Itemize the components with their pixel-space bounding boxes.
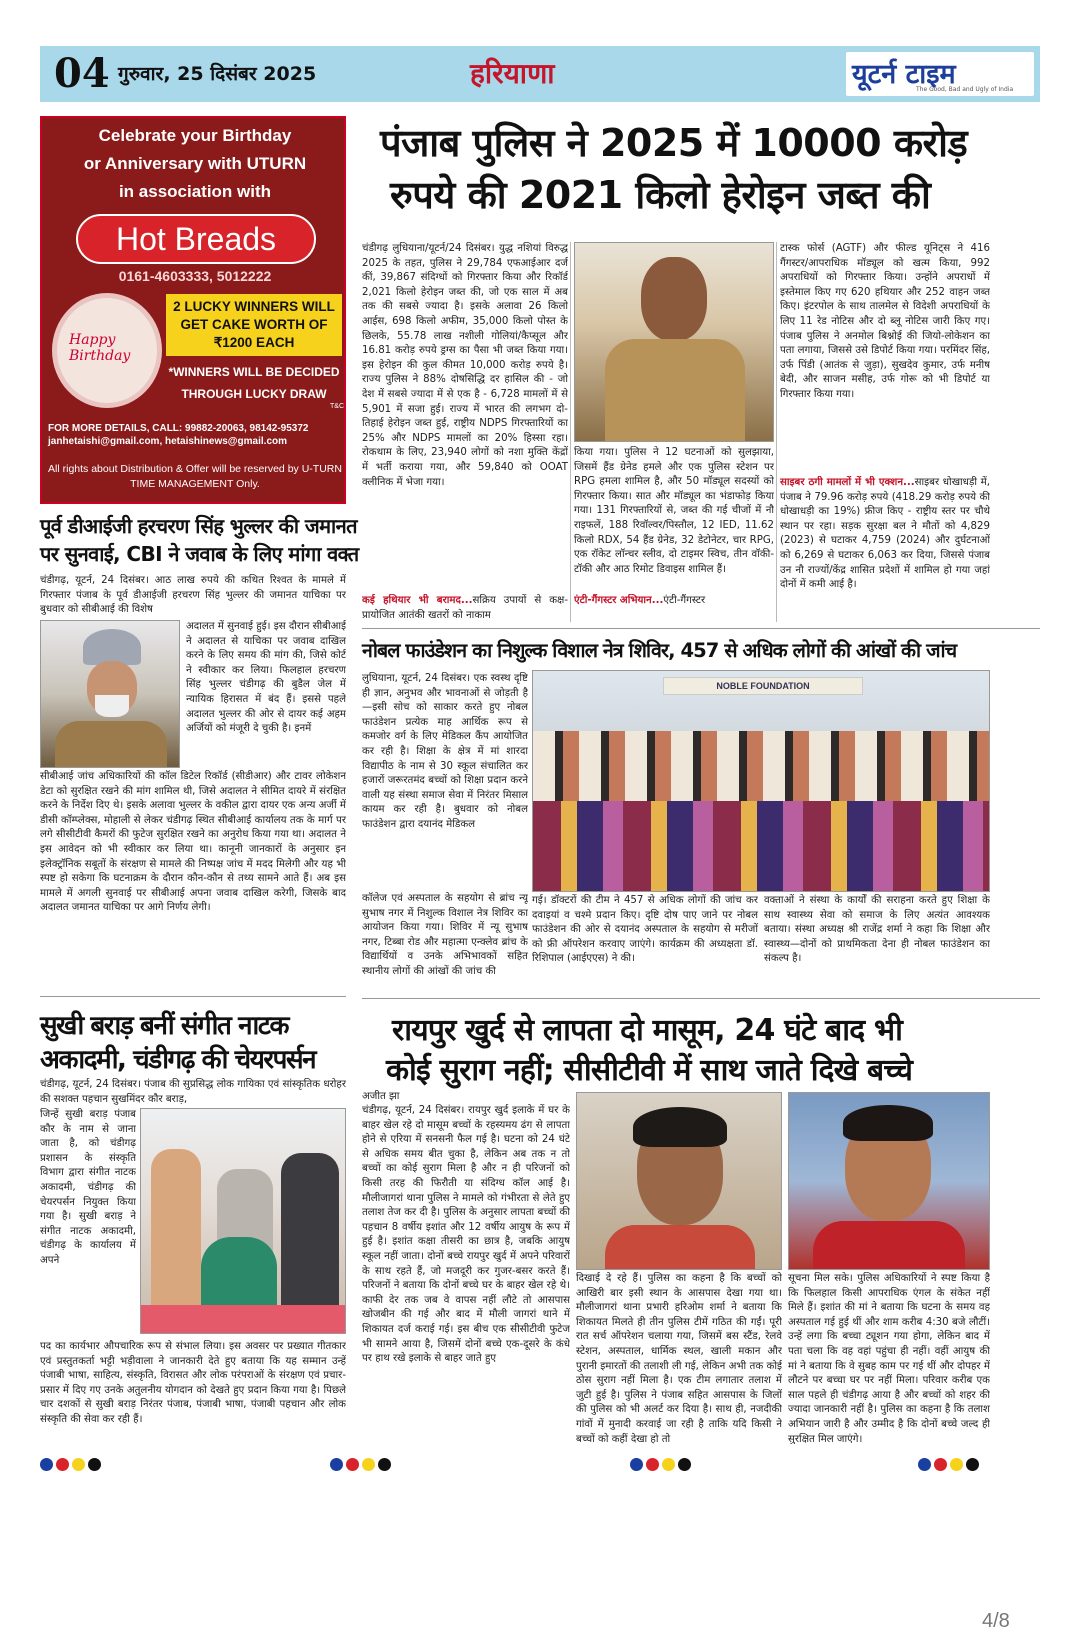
- page-header: [40, 46, 1040, 102]
- sukhi-ceremony-photo: [140, 1108, 346, 1334]
- cake-image: [52, 293, 162, 408]
- cbi-body: सीबीआई जांच अधिकारियों की कॉल डिटेल रिकॉर्ड (सीडीआर) और टावर लोकेशन डेटा को सुरक्षित रखने की मांग शामिल थी, जिसे अदालत ने सीमित दायरे में संरक्षित करने के निर्देश दिए थे। इसके अलावा भुल्लर के वकील द्वारा दायर एक अन्य अर्जी में डीसी कॉम्प्लेक्स, मोहाली से लेकर चंडीगढ़ स्थित सीबीआई कार्यालय तक के मार्ग पर लगे सीसीटीवी कैमरों की फुटेज सुरक्षित रखने का अनुरोध किया गया था। अदालत ने इस आवेदन को भी स्वीकार कर लिया था। कानूनी जानकारों के अनुसार इन इलेक्ट्रॉनिक सबूतों के संरक्षण से मामले की निष्पक्ष जांच में मदद मिलेगी और यह भी स्पष्ट हो सकेगा कि घटनाक्रम के दौरान कौन-कौन से तथ्य सामने आते हैं। अब इस मामले में अगली सुनवाई पर सीबीआई अपना जवाब दाखिल करेगी, जिसके बाद अदालत जमानत याचिका पर आगे निर्णय लेगी।: [40, 771, 346, 914]
- nobel-column-1-cont: कॉलेज एवं अस्पताल के सहयोग से ब्रांच न्यू सुभाष नगर में निशुल्क विशाल नेत्र शिविर का आयोजन किया गया। शिविर में न्यू सुभाष नगर, टिब्बा रोड और महात्मा एन्क्लेव ब्रांच के विद्यार्थियों व उनके अभिभावकों सहित स्थानीय लोगों की आंखों की जांच की: [362, 893, 528, 977]
- sukhi-intro: चंडीगढ़, यूटर्न, 24 दिसंबर। पंजाब की सुप्रसिद्ध लोक गायिका एवं सांस्कृतिक धरोहर की सशक्त पहचान सुखमिंदर कौर बराड़,: [40, 1079, 346, 1105]
- lead-c1-tail: सक्रिय उपायों से कक्ष-प्रायोजित आतंकी खतरों को नाकाम: [362, 595, 568, 621]
- lead-headline-line2: रुपये की 2021 किलो हेरोइन जब्त की: [390, 173, 931, 217]
- raipur-headline-line1: रायपुर खुर्द से लापता दो मासूम, 24 घंटे बाद भी: [392, 1013, 903, 1048]
- ad-emails: janhetaishi@gmail.com, hetaishinews@gmail.com: [48, 436, 288, 447]
- masthead-logo: [846, 52, 1034, 96]
- raipur-headline-line2: कोई सुराग नहीं; सीसीटीवी में साथ जाते दिखे बच्चे: [386, 1053, 913, 1088]
- ad-brand: Hot Breads: [76, 214, 316, 264]
- hot-breads-advertisement: [40, 116, 346, 504]
- footer-dots-center-right: [630, 1456, 694, 1470]
- nobel-headline: नोबल फाउंडेशन का निशुल्क विशाल नेत्र शिविर, 457 से अधिक लोगों की आंखों की जांच: [362, 639, 957, 662]
- lead-column-1: चंडीगढ़ लुधियाना/यूटर्न/24 दिसंबर। युद्ध नशियां विरुद्ध 2025 के तहत, पुलिस ने 29,784 एफआईआर दर्ज कीं, 39,867 संदिग्धों को गिरफ्तार किया और रिकॉर्ड 2,021 किलो हेरोइन जब्त की, जो एक साल में अब तक की सबसे ज्यादा है। इसके अलावा 26 किलो आईस, 698 किलो अफीम, 35,000 किलो पोस्त के छिलके, 55.78 लाख नशीली गोलियां/कैप्सूल और 16.81 करोड़ रुपये ड्रग्स का पैसा भी जब्त किया गया। इस हेरोइन की कुल कीमत 10,000 करोड़ रुपये है। राज्य पुलिस ने 88% दोषसिद्धि दर हासिल की - जो देश में सबसे ज्यादा में से एक है - 6,728 मामलों में से 5,901 में सजा हुई। राज्य में भारत की लगभग दो-तिहाई हेरोइन जब्त हुई, राष्ट्रीय NDPS गिरफ्तारियों का 25% और NDPS मामलों का 20% हिस्सा रहा। रोकथाम के लिए, 23,940 लोगों को नशा मुक्ति केंद्रों में भर्ती कराया गया, और 59,840 को OOAT क्लीनिक में भेजा गया।: [362, 243, 568, 488]
- column-rule: [570, 242, 571, 622]
- nobel-banner: NOBLE FOUNDATION: [663, 677, 863, 695]
- nobel-column-1: लुधियाना, यूटर्न, 24 दिसंबर। एक स्वस्थ दृष्टि ही ज्ञान, अनुभव और भावनाओं से जोड़ती है—इसी सोच को साकार करते हुए नोबल फाउंडेशन प्रत्येक माह आर्थिक रूप से कमजोर वर्ग के लिए मेडिकल कैंप आयोजित कर रही है। शिक्षा के क्षेत्र में मां शारदा विद्यापीठ के नाम से 30 स्कूल संचालित कर हजारों जरूरतमंद बच्चों को शिक्षा प्रदान करने वाली यह संस्था समाज सेवा में निरंतर मिसाल कायम कर रही है। बुधवार को नोबल फाउंडेशन द्वारा दयानंद मेडिकल: [362, 673, 528, 830]
- cake-text: Happy Birthday: [69, 332, 131, 364]
- raipur-byline: अजीत झा: [362, 1091, 400, 1102]
- lead-column-1-sub: कई हथियार भी बरामद...सक्रिय उपायों से कक्ष-प्रायोजित आतंकी खतरों को नाकाम: [362, 595, 568, 621]
- nobel-column-2: गई। डॉक्टरों की टीम ने 457 से अधिक लोगों की जांच कर दवाइयां व चश्मे प्रदान किए। दृष्टि दोष पाए जाने पर नोबल फाउंडेशन की ओर से दयानंद अस्पताल के सहयोग से मरीजों को फ्री ऑपरेशन करवाए जाएंगे। कार्यक्रम की अध्यक्षता डॉ. रिशिपाल (आईएएस) ने की।: [532, 895, 758, 965]
- issue-date: गुरुवार, 25 दिसंबर 2025: [118, 63, 317, 85]
- sukhi-headline-line2: अकादमी, चंडीगढ़ की चेयरपर्सन: [40, 1045, 316, 1075]
- lead-column-2-sub: एंटी-गैंगस्टर अभियान...एंटी-गैंगस्टर: [574, 595, 706, 606]
- ad-line-1: Celebrate your Birthday: [98, 126, 292, 145]
- lead-column-3: टास्क फोर्स (AGTF) और फील्ड यूनिट्स ने 416 गैंगस्टर/आपराधिक मॉड्यूल को खत्म किया, 992 अपराधियों को गिरफ्तार किया। उन्होंने अपराधों में इस्तेमाल किए गए 620 हथियार और 252 वाहन जब्त किए। इंटरपोल के साथ तालमेल से विदेशी अपराधियों के लिए 11 रेड नोटिस और दो ब्लू नोटिस जारी किए गए। पंजाब पुलिस ने अनमोल बिश्नोई की जियो-लोकेशन का पता लगाया, जिससे उसे डिपोर्ट किया गया। परमिंदर सिंह, उर्फ पिंडी (आतंक से जुड़ा), सुखदेव कुमार, उर्फ मनीष बेदी, और साजन मसीह, उर्फ गोरू को भी डिपोर्ट या गिरफ्तार किया गया।: [780, 243, 990, 400]
- newspaper-page: [40, 46, 1040, 1606]
- ad-line-2: or Anniversary with UTURN: [83, 154, 307, 173]
- logo-text: यूटर्न टाइम: [852, 59, 956, 90]
- lead-column-3-sub: साइबर ठगी मामलों में भी एक्शन...साइबर धोखाधड़ी में, पंजाब ने 79.96 करोड़ रुपये (418.29 करोड़ रुपये की धोखाधड़ी का 19%) फ्रीज किए - राष्ट्रीय स्तर पर चौथे स्थान पर रहा। सड़क सुरक्षा बल ने मौतों को 4,829 (2023) से घटाकर 4,759 (2024) और दुर्घटनाओं को 6,269 से घटाकर 6,063 कर दिया, जिससे पंजाब उन नौ राज्यों/केंद्र शासित प्रदेशों में शामिल हो गया जहां दोनों में कमी आई है।: [780, 477, 990, 591]
- lead-c3-tail: साइबर धोखाधड़ी में, पंजाब ने 79.96 करोड़ रुपये (418.29 करोड़ रुपये की धोखाधड़ी का 19%) फ्रीज किए - राष्ट्रीय स्तर पर चौथे स्थान पर रहा। सड़क सुरक्षा बल ने मौतों को 4,829 (2023) से घटाकर 4,759 (2024) और दुर्घटनाओं को 6,269 से घटाकर 6,063 कर दिया, जिससे पंजाब उन नौ राज्यों/केंद्र शासित प्रदेशों में शामिल हो गया जहां दोनों में कमी आई है।: [780, 477, 990, 591]
- raipur-column-2: दिखाई दे रहे हैं। पुलिस का कहना है कि बच्चों को आखिरी बार इसी स्थान के आसपास देखा गया था। मौलीजागरां थाना प्रभारी हरिओम शर्मा ने बताया कि शिकायत मिलते ही तीन पुलिस टीमें गठित की गईं। पूरी रात सर्च ऑपरेशन चलाया गया, जिसमें बस स्टैंड, रेलवे स्टेशन, अस्पताल, धार्मिक स्थल, खाली मकान और पुरानी इमारतों की तलाशी ली गई, लेकिन अभी तक कोई ठोस सुराग नहीं मिला है। एक टीम लगातार तलाश में जुटी हुई है। पुलिस ने पंजाब सहित आसपास के जिलों की पुलिस को भी अलर्ट कर दिया है। साथ ही, नजदीकी गांवों में मुनादी करवाई जा रही है ताकि यदि किसी ने बच्चों को कहीं देखा हो तो: [576, 1273, 782, 1444]
- ishant-photo: [576, 1092, 782, 1270]
- sukhi-body: पद का कार्यभार औपचारिक रूप से संभाल लिया। इस अवसर पर प्रख्यात गीतकार एवं प्रस्तुतकर्ता भट्टी भड़ीवाला ने जानकारी देते हुए बताया कि यह सम्मान उन्हें पंजाबी भाषा, साहित्य, संस्कृति, विरासत और लोक परंपराओं के संरक्षण एवं प्रचार-प्रसार में दिए गए उनके अतुलनीय योगदान को देखते हुए प्रदान किया गया है। पिछले चार दशकों से सुखी बराड़ निरंतर पंजाब, पंजाबी भाषा, पंजाबी पहचान और लोक संस्कृति की सेवा कर रही हैं।: [40, 1341, 346, 1425]
- nobel-column-3: वक्ताओं ने संस्था के कार्यों की सराहना करते हुए शिक्षा के साथ स्वास्थ्य सेवा को समाज के लिए अत्यंत आवश्यक बताया। संस्था अध्यक्ष श्री राजेंद्र शर्मा ने कहा कि शिक्षा और स्वास्थ्य—दोनों को प्राथमिकता देना ही नोबल फाउंडेशन का संकल्प है।: [764, 895, 990, 965]
- ad-line-3: in association with: [118, 182, 272, 201]
- cbi-intro: चंडीगढ़, यूटर्न, 24 दिसंबर। आठ लाख रुपये की कथित रिश्वत के मामले में गिरफ्तार पंजाब के पूर्व डीआईजी हरचरण सिंह भुल्लर की जमानत याचिका पर बुधवार को सीबीआई की विशेष: [40, 575, 346, 616]
- lead-column-2: किया गया। पुलिस ने 12 घटनाओं को सुलझाया, जिसमें हैंड ग्रेनेड हमले और एक पुलिस स्टेशन पर RPG हमला शामिल है, और 50 मॉड्यूल सदस्यों को गिरफ्तार किया। सात और मॉड्यूल का भंडाफोड़ किया गया। 131 गिरफ्तारियों से, जब्त की गई चीजों में नौ राइफलें, 188 रिवॉल्वर/पिस्तौल, 12 IED, 11.62 किलो RDX, 54 हैंड ग्रेनेड, 32 डेटोनेटर, चार RPG, एक रॉकेट लॉन्चर स्लीव, दो टाइमर स्विच, तीन वॉकी-टॉकी और आठ रिमोट डिवाइस शामिल हैं।: [574, 447, 774, 575]
- cbi-side-text: अदालत में सुनवाई हुई। इस दौरान सीबीआई ने अदालत से याचिका पर जवाब दाखिल करने के लिए समय की मांग की, जिसे कोर्ट ने स्वीकार कर लिया। फिलहाल हरचरण सिंह भुल्लर चंडीगढ़ की बुडैल जेल में न्यायिक हिरासत में बंद हैं। इससे पहले अदालत भुल्लर की ओर से दायर कई अहम अर्जियों को मंजूरी दे चुकी है। इनमें: [186, 621, 346, 735]
- page-number: 04: [54, 50, 110, 97]
- lead-headline-line1: पंजाब पुलिस ने 2025 में 10000 करोड़: [380, 121, 968, 165]
- logo-tagline: The Good, Bad and Ugly of India: [916, 86, 1014, 93]
- lead-c2-tail: एंटी-गैंगस्टर: [663, 595, 706, 606]
- column-rule: [776, 242, 777, 622]
- ad-winners-box: 2 LUCKY WINNERS WILL GET CAKE WORTH OF ₹1200 EACH: [166, 294, 342, 356]
- ad-rights: All rights about Distribution & Offer will be reserved by U-TURN TIME MANAGEMENT Only.: [48, 463, 342, 490]
- page-count: 4/8: [982, 1610, 1010, 1632]
- raipur-column-1: चंडीगढ़, यूटर्न, 24 दिसंबर। रायपुर खुर्द इलाके में घर के बाहर खेल रहे दो मासूम बच्चों के रहस्यमय ढंग से लापता होने से एरिया में सनसनी फैल गई है। घटना को 24 घंटे से अधिक समय बीत चुका है, लेकिन अब तक न तो बच्चों का कोई सुराग मिला है और न ही परिजनों को किसी तरह की फिरौती या संदिग्ध कॉल आई है। मौलीजागरां थाना पुलिस ने मामले को गंभीरता से लेते हुए तलाश तेज कर दी है। पुलिस के अनुसार लापता बच्चों की पहचान 8 वर्षीय इशांत और 12 वर्षीय आयुष के रूप में हुई है। इशांत कक्षा तीसरी का छात्र है, जबकि आयुष स्कूल नहीं जाता। दोनों बच्चे रायपुर खुर्द में अपने परिवारों के साथ रहते हैं, जो मजदूरी कर गुजर-बसर करते हैं। परिजनों ने बताया कि दोनों बच्चे घर के बाहर खेल रहे थे। काफी देर तक जब वे वापस नहीं लौटे तो आसपास खोजबीन की गई और बाद में मौली जागरां थाने में शिकायत दर्ज कराई गई। इस बीच एक सीसीटीवी फुटेज भी सामने आया है, जिसमें दोनों बच्चे एक-दूसरे के कंधे पर हाथ रखे इलाके से बाहर जाते हुए: [362, 1105, 570, 1365]
- section-divider: [362, 998, 1040, 999]
- sukhi-side-text: जिन्हें सुखी बराड़ पंजाब कौर के नाम से जाना जाता है, को चंडीगढ़ प्रशासन के संस्कृति विभाग द्वारा संगीत नाटक अकादमी, चंडीगढ़ की चेयरपर्सन नियुक्त किया गया है। सुखी बराड़ ने संगीत नाटक अकादमी, चंडीगढ़ के कार्यालय में अपने: [40, 1109, 136, 1266]
- sukhi-headline-line1: सुखी बराड़ बनीं संगीत नाटक: [40, 1011, 289, 1041]
- ayush-photo: [788, 1092, 990, 1270]
- section-divider: [362, 628, 1040, 629]
- footer-dots-center-left: [330, 1456, 394, 1470]
- bhullar-photo: [40, 620, 180, 768]
- nobel-camp-photo: [532, 670, 990, 892]
- footer-dots-left: [40, 1456, 104, 1470]
- section-title: हरियाणा: [470, 57, 555, 90]
- cbi-headline-line1: पूर्व डीआईजी हरचरण सिंह भुल्लर की जमानत: [40, 514, 357, 538]
- ad-phone: 0161-4603333, 5012222: [118, 268, 272, 284]
- dgp-photo: [574, 242, 774, 442]
- ad-draw-note: *WINNERS WILL BE DECIDED THROUGH LUCKY DRAW: [168, 365, 340, 401]
- footer-dots-right: [918, 1456, 982, 1470]
- ad-details: FOR MORE DETAILS, CALL: 99882-20063, 98142-95372 janhetaishi@gmail.com, hetaishinews@gmail.com: [48, 423, 309, 447]
- cbi-headline-line2: पर सुनवाई, CBI ने जवाब के लिए मांगा वक्त: [40, 542, 359, 566]
- raipur-column-3: सूचना मिल सके। पुलिस अधिकारियों ने स्पष्ट किया है कि फिलहाल किसी आपराधिक एंगल के संकेत नहीं मिले हैं। इशांत की मां ने बताया कि घटना के समय वह अस्पताल गई हुई थीं और शाम करीब 4:30 बजे लौटीं। उन्हें लगा कि बच्चा ट्यूशन गया होगा, लेकिन बाद में पता चला कि वह वहां पहुंचा ही नहीं। वहीं आयुष की मां ने बताया कि वे सुबह काम पर गई थीं और दोपहर में लौटने पर बच्चा घर पर नहीं मिला। परिवार करीब एक साल पहले ही चंडीगढ़ आया है और बच्चों को शहर की ज्यादा जानकारी नहीं है। पुलिस का कहना है कि तलाश अभियान जारी है और उम्मीद है कि दोनों बच्चे जल्द ही सुरक्षित मिल जाएंगे।: [788, 1273, 990, 1444]
- section-divider: [40, 996, 346, 997]
- ad-tc: T&C: [330, 403, 344, 410]
